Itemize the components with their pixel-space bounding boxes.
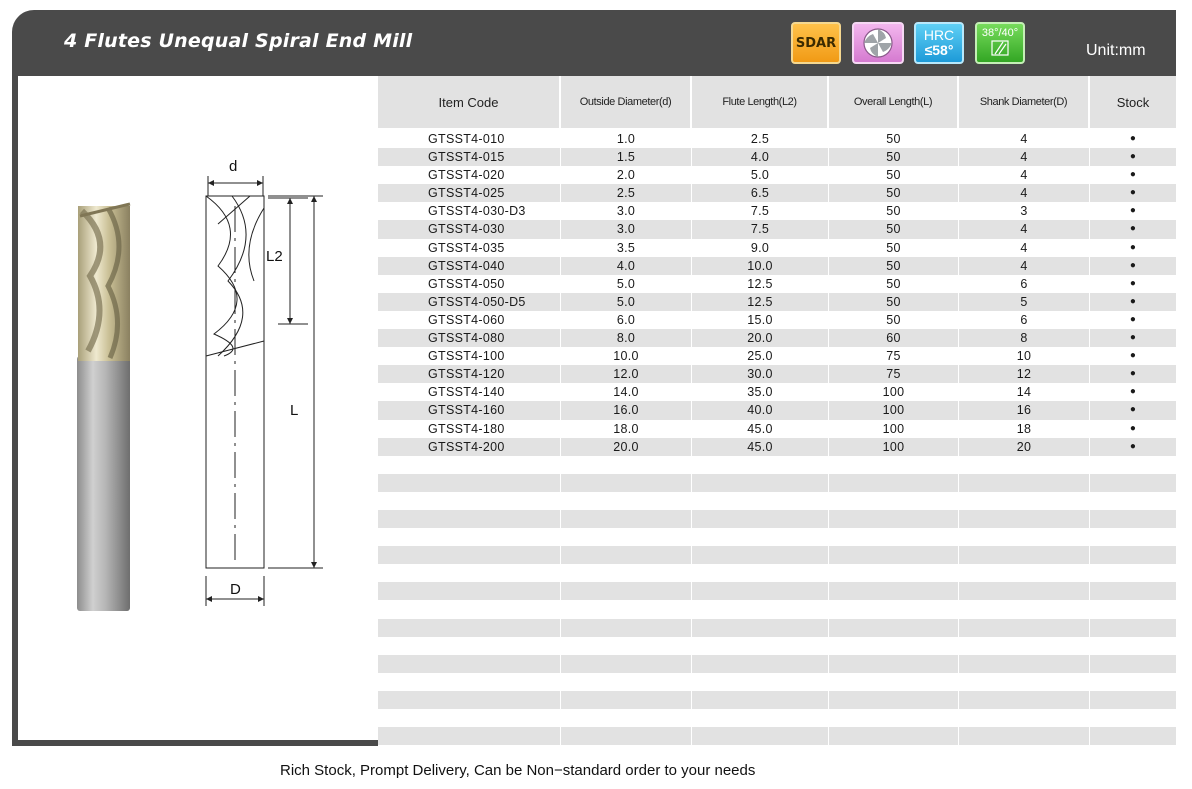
cell-shank-diameter: 4 bbox=[959, 184, 1090, 202]
header-flute-length: Flute Length(L2) bbox=[692, 76, 829, 128]
cell-overall-length: 50 bbox=[829, 130, 959, 148]
cell-overall-length: 75 bbox=[829, 365, 959, 383]
table-row bbox=[378, 637, 1176, 655]
cell-outside-diameter: 6.0 bbox=[561, 311, 692, 329]
cell-outside-diameter bbox=[561, 456, 692, 474]
cell-item-code: GTSST4-030 bbox=[378, 220, 561, 238]
cell-overall-length bbox=[829, 727, 959, 745]
cell-flute-length: 45.0 bbox=[692, 438, 829, 456]
cell-item-code bbox=[378, 528, 561, 546]
cell-flute-length: 20.0 bbox=[692, 329, 829, 347]
cell-shank-diameter: 4 bbox=[959, 257, 1090, 275]
cell-item-code: GTSST4-015 bbox=[378, 148, 561, 166]
cell-shank-diameter bbox=[959, 709, 1090, 727]
cell-stock bbox=[1090, 582, 1176, 600]
table-row bbox=[378, 311, 1176, 329]
cell-overall-length bbox=[829, 582, 959, 600]
cell-outside-diameter: 12.0 bbox=[561, 365, 692, 383]
cell-stock bbox=[1090, 619, 1176, 637]
table-row bbox=[378, 293, 1176, 311]
cell-item-code bbox=[378, 600, 561, 618]
table-row bbox=[378, 166, 1176, 184]
cell-overall-length: 50 bbox=[829, 148, 959, 166]
cell-flute-length: 9.0 bbox=[692, 239, 829, 257]
cell-outside-diameter: 2.5 bbox=[561, 184, 692, 202]
cell-stock: ● bbox=[1129, 277, 1137, 289]
cell-item-code: GTSST4-100 bbox=[378, 347, 561, 365]
cell-shank-diameter: 4 bbox=[959, 239, 1090, 257]
cell-shank-diameter bbox=[959, 546, 1090, 564]
cell-shank-diameter: 18 bbox=[959, 420, 1090, 438]
cell-stock: ● bbox=[1129, 205, 1137, 217]
table-row bbox=[378, 148, 1176, 166]
cell-overall-length: 50 bbox=[829, 293, 959, 311]
cell-outside-diameter bbox=[561, 600, 692, 618]
cell-overall-length: 50 bbox=[829, 275, 959, 293]
table-row bbox=[378, 510, 1176, 528]
footer-note: Rich Stock, Prompt Delivery, Can be Non−standard order to your needs bbox=[280, 762, 756, 779]
cell-shank-diameter: 14 bbox=[959, 383, 1090, 401]
cell-item-code: GTSST4-050-D5 bbox=[378, 293, 561, 311]
cell-overall-length: 100 bbox=[829, 438, 959, 456]
cell-overall-length: 100 bbox=[829, 401, 959, 419]
cell-flute-length: 30.0 bbox=[692, 365, 829, 383]
cell-shank-diameter bbox=[959, 492, 1090, 510]
table-row bbox=[378, 727, 1176, 745]
cell-flute-length bbox=[692, 582, 829, 600]
table-body bbox=[378, 130, 1176, 745]
cell-outside-diameter: 18.0 bbox=[561, 420, 692, 438]
cell-stock bbox=[1090, 691, 1176, 709]
cell-outside-diameter bbox=[561, 492, 692, 510]
cell-shank-diameter: 4 bbox=[959, 220, 1090, 238]
header-overall-length: Overall Length(L) bbox=[829, 76, 959, 128]
cell-flute-length bbox=[692, 528, 829, 546]
cell-flute-length bbox=[692, 546, 829, 564]
cell-overall-length bbox=[829, 528, 959, 546]
cell-flute-length bbox=[692, 655, 829, 673]
cell-flute-length bbox=[692, 564, 829, 582]
cell-overall-length: 50 bbox=[829, 257, 959, 275]
cell-stock bbox=[1090, 564, 1176, 582]
cell-flute-length bbox=[692, 637, 829, 655]
cell-flute-length bbox=[692, 691, 829, 709]
cell-overall-length: 50 bbox=[829, 239, 959, 257]
header-shank-diameter: Shank Diameter(D) bbox=[959, 76, 1090, 128]
cell-stock: ● bbox=[1129, 241, 1137, 253]
cell-flute-length: 35.0 bbox=[692, 383, 829, 401]
cell-outside-diameter: 3.5 bbox=[561, 239, 692, 257]
cell-outside-diameter: 3.0 bbox=[561, 202, 692, 220]
cell-flute-length: 15.0 bbox=[692, 311, 829, 329]
cell-shank-diameter bbox=[959, 474, 1090, 492]
cell-stock bbox=[1090, 492, 1176, 510]
cell-item-code bbox=[378, 546, 561, 564]
cell-overall-length: 50 bbox=[829, 202, 959, 220]
cell-overall-length: 50 bbox=[829, 166, 959, 184]
cell-item-code: GTSST4-050 bbox=[378, 275, 561, 293]
product-image-panel bbox=[18, 76, 378, 740]
cell-item-code: GTSST4-120 bbox=[378, 365, 561, 383]
cell-outside-diameter: 8.0 bbox=[561, 329, 692, 347]
cell-item-code: GTSST4-060 bbox=[378, 311, 561, 329]
cell-flute-length: 2.5 bbox=[692, 130, 829, 148]
cell-stock: ● bbox=[1129, 332, 1137, 344]
cell-item-code bbox=[378, 510, 561, 528]
cell-shank-diameter: 4 bbox=[959, 148, 1090, 166]
cell-stock: ● bbox=[1129, 404, 1137, 416]
cell-overall-length bbox=[829, 474, 959, 492]
table-row bbox=[378, 582, 1176, 600]
hrc-value: ≤58° bbox=[924, 42, 954, 58]
cell-outside-diameter: 10.0 bbox=[561, 347, 692, 365]
cell-stock bbox=[1090, 709, 1176, 727]
cell-flute-length: 10.0 bbox=[692, 257, 829, 275]
cell-shank-diameter bbox=[959, 691, 1090, 709]
cell-item-code bbox=[378, 691, 561, 709]
cell-overall-length: 100 bbox=[829, 420, 959, 438]
cell-item-code bbox=[378, 582, 561, 600]
cell-flute-length: 40.0 bbox=[692, 401, 829, 419]
cell-outside-diameter: 2.0 bbox=[561, 166, 692, 184]
dim-label-l2: L2 bbox=[266, 248, 283, 265]
cell-shank-diameter bbox=[959, 510, 1090, 528]
cell-shank-diameter: 6 bbox=[959, 275, 1090, 293]
cell-overall-length: 50 bbox=[829, 184, 959, 202]
cell-flute-length bbox=[692, 727, 829, 745]
cell-flute-length bbox=[692, 474, 829, 492]
cell-outside-diameter bbox=[561, 655, 692, 673]
dim-label-l: L bbox=[290, 402, 299, 419]
cell-item-code: GTSST4-025 bbox=[378, 184, 561, 202]
cell-item-code bbox=[378, 709, 561, 727]
cell-flute-length bbox=[692, 619, 829, 637]
cell-outside-diameter: 5.0 bbox=[561, 293, 692, 311]
cell-flute-length: 7.5 bbox=[692, 220, 829, 238]
cell-shank-diameter: 12 bbox=[959, 365, 1090, 383]
cell-overall-length: 50 bbox=[829, 220, 959, 238]
cell-item-code bbox=[378, 619, 561, 637]
table-row bbox=[378, 239, 1176, 257]
table-row bbox=[378, 347, 1176, 365]
table-row bbox=[378, 546, 1176, 564]
cell-overall-length bbox=[829, 564, 959, 582]
cell-stock bbox=[1090, 474, 1176, 492]
cell-item-code: GTSST4-020 bbox=[378, 166, 561, 184]
coating-badge bbox=[791, 22, 841, 64]
cell-flute-length: 12.5 bbox=[692, 275, 829, 293]
cell-item-code bbox=[378, 564, 561, 582]
cell-shank-diameter bbox=[959, 727, 1090, 745]
cell-shank-diameter bbox=[959, 673, 1090, 691]
coating-badge-label: SDAR bbox=[795, 35, 837, 51]
cell-outside-diameter: 1.5 bbox=[561, 148, 692, 166]
cell-flute-length bbox=[692, 456, 829, 474]
cell-outside-diameter bbox=[561, 637, 692, 655]
cell-item-code: GTSST4-200 bbox=[378, 438, 561, 456]
header-outside-diameter: Outside Diameter(d) bbox=[561, 76, 692, 128]
cell-flute-length bbox=[692, 492, 829, 510]
cell-outside-diameter bbox=[561, 673, 692, 691]
cell-item-code bbox=[378, 727, 561, 745]
cell-shank-diameter bbox=[959, 564, 1090, 582]
table-row bbox=[378, 564, 1176, 582]
table-row bbox=[378, 383, 1176, 401]
cell-item-code: GTSST4-010 bbox=[378, 130, 561, 148]
cell-overall-length: 75 bbox=[829, 347, 959, 365]
cell-overall-length bbox=[829, 655, 959, 673]
cell-outside-diameter bbox=[561, 619, 692, 637]
cell-shank-diameter: 3 bbox=[959, 202, 1090, 220]
cell-overall-length bbox=[829, 673, 959, 691]
cell-stock: ● bbox=[1129, 440, 1137, 452]
cell-outside-diameter bbox=[561, 474, 692, 492]
cell-flute-length: 5.0 bbox=[692, 166, 829, 184]
cell-shank-diameter bbox=[959, 655, 1090, 673]
cell-flute-length: 7.5 bbox=[692, 202, 829, 220]
table-row bbox=[378, 184, 1176, 202]
cell-outside-diameter: 3.0 bbox=[561, 220, 692, 238]
cell-flute-length bbox=[692, 600, 829, 618]
cell-overall-length bbox=[829, 456, 959, 474]
cell-stock bbox=[1090, 546, 1176, 564]
cell-item-code: GTSST4-160 bbox=[378, 401, 561, 419]
cell-stock: ● bbox=[1129, 133, 1137, 144]
cell-stock: ● bbox=[1129, 295, 1137, 307]
cell-outside-diameter bbox=[561, 691, 692, 709]
table-row bbox=[378, 130, 1176, 148]
cell-overall-length: 50 bbox=[829, 311, 959, 329]
cell-shank-diameter bbox=[959, 619, 1090, 637]
cell-stock: ● bbox=[1129, 386, 1137, 398]
table-row bbox=[378, 220, 1176, 238]
spec-table bbox=[378, 76, 1176, 746]
cell-overall-length bbox=[829, 600, 959, 618]
cell-shank-diameter: 4 bbox=[959, 130, 1090, 148]
cell-stock bbox=[1090, 456, 1176, 474]
cell-overall-length: 100 bbox=[829, 383, 959, 401]
cell-stock: ● bbox=[1129, 259, 1137, 271]
table-row bbox=[378, 492, 1176, 510]
cell-item-code bbox=[378, 637, 561, 655]
hrc-badge bbox=[914, 22, 964, 64]
cell-item-code: GTSST4-080 bbox=[378, 329, 561, 347]
cell-item-code: GTSST4-030-D3 bbox=[378, 202, 561, 220]
table-row bbox=[378, 474, 1176, 492]
unit-label: Unit:mm bbox=[1086, 42, 1146, 59]
table-row bbox=[378, 619, 1176, 637]
cell-flute-length: 12.5 bbox=[692, 293, 829, 311]
cell-stock: ● bbox=[1129, 422, 1137, 434]
table-row bbox=[378, 329, 1176, 347]
dim-label-D: D bbox=[230, 581, 241, 598]
page-title: 4 Flutes Unequal Spiral End Mill bbox=[64, 30, 413, 52]
cell-stock bbox=[1090, 727, 1176, 745]
cell-shank-diameter bbox=[959, 637, 1090, 655]
cell-shank-diameter: 6 bbox=[959, 311, 1090, 329]
cell-flute-length bbox=[692, 673, 829, 691]
cell-shank-diameter bbox=[959, 456, 1090, 474]
cell-overall-length bbox=[829, 637, 959, 655]
table-row bbox=[378, 202, 1176, 220]
table-row bbox=[378, 420, 1176, 438]
cell-outside-diameter bbox=[561, 510, 692, 528]
cell-outside-diameter bbox=[561, 528, 692, 546]
table-row bbox=[378, 365, 1176, 383]
cell-stock bbox=[1090, 637, 1176, 655]
cell-stock: ● bbox=[1129, 368, 1137, 380]
table-row bbox=[378, 673, 1176, 691]
cell-outside-diameter bbox=[561, 709, 692, 727]
cell-flute-length: 4.0 bbox=[692, 148, 829, 166]
cell-overall-length bbox=[829, 709, 959, 727]
cell-item-code: GTSST4-040 bbox=[378, 257, 561, 275]
cell-outside-diameter: 4.0 bbox=[561, 257, 692, 275]
cell-outside-diameter: 20.0 bbox=[561, 438, 692, 456]
cell-flute-length bbox=[692, 510, 829, 528]
table-header bbox=[378, 76, 1176, 128]
cell-stock: ● bbox=[1129, 151, 1137, 163]
table-row bbox=[378, 275, 1176, 293]
cell-stock: ● bbox=[1129, 313, 1137, 325]
cell-item-code bbox=[378, 456, 561, 474]
cell-outside-diameter bbox=[561, 564, 692, 582]
four-flute-icon bbox=[852, 22, 904, 64]
cell-stock: ● bbox=[1129, 223, 1137, 235]
table-row bbox=[378, 257, 1176, 275]
cell-shank-diameter: 16 bbox=[959, 401, 1090, 419]
cell-item-code bbox=[378, 492, 561, 510]
cell-item-code bbox=[378, 474, 561, 492]
cell-shank-diameter bbox=[959, 582, 1090, 600]
table-row bbox=[378, 600, 1176, 618]
cell-stock: ● bbox=[1129, 350, 1137, 362]
cell-stock bbox=[1090, 655, 1176, 673]
header-stock: Stock bbox=[1116, 94, 1150, 110]
cell-overall-length bbox=[829, 492, 959, 510]
table-row bbox=[378, 456, 1176, 474]
cell-outside-diameter: 5.0 bbox=[561, 275, 692, 293]
cell-outside-diameter: 16.0 bbox=[561, 401, 692, 419]
helix-icon bbox=[991, 40, 1009, 56]
cell-stock bbox=[1090, 510, 1176, 528]
cell-shank-diameter: 10 bbox=[959, 347, 1090, 365]
cell-outside-diameter: 14.0 bbox=[561, 383, 692, 401]
table-row bbox=[378, 401, 1176, 419]
cell-overall-length: 60 bbox=[829, 329, 959, 347]
cell-outside-diameter bbox=[561, 546, 692, 564]
cell-overall-length bbox=[829, 510, 959, 528]
cell-flute-length: 6.5 bbox=[692, 184, 829, 202]
helix-angle-badge bbox=[975, 22, 1025, 64]
cell-stock bbox=[1090, 600, 1176, 618]
cell-flute-length: 25.0 bbox=[692, 347, 829, 365]
table-row bbox=[378, 438, 1176, 456]
cell-shank-diameter bbox=[959, 528, 1090, 546]
dim-label-d: d bbox=[229, 158, 238, 175]
cell-item-code bbox=[378, 655, 561, 673]
cell-item-code: GTSST4-180 bbox=[378, 420, 561, 438]
cell-flute-length: 45.0 bbox=[692, 420, 829, 438]
cell-stock bbox=[1090, 528, 1176, 546]
cell-shank-diameter: 20 bbox=[959, 438, 1090, 456]
cell-stock bbox=[1090, 673, 1176, 691]
cell-stock: ● bbox=[1129, 187, 1137, 199]
cell-shank-diameter bbox=[959, 600, 1090, 618]
cell-overall-length bbox=[829, 546, 959, 564]
table-row bbox=[378, 709, 1176, 727]
cell-shank-diameter: 4 bbox=[959, 166, 1090, 184]
cell-overall-length bbox=[829, 691, 959, 709]
table-row bbox=[378, 655, 1176, 673]
cell-outside-diameter: 1.0 bbox=[561, 130, 692, 148]
cell-outside-diameter bbox=[561, 582, 692, 600]
cell-flute-length bbox=[692, 709, 829, 727]
cell-item-code: GTSST4-140 bbox=[378, 383, 561, 401]
table-row bbox=[378, 691, 1176, 709]
cell-item-code: GTSST4-035 bbox=[378, 239, 561, 257]
hrc-label: HRC bbox=[923, 27, 955, 43]
helix-angle-label: 38°/40° bbox=[981, 26, 1019, 39]
end-mill-illustration bbox=[18, 76, 378, 740]
cell-outside-diameter bbox=[561, 727, 692, 745]
cell-stock: ● bbox=[1129, 169, 1137, 181]
cell-overall-length bbox=[829, 619, 959, 637]
header-item-code: Item Code bbox=[378, 76, 561, 128]
cell-item-code bbox=[378, 673, 561, 691]
cell-shank-diameter: 5 bbox=[959, 293, 1090, 311]
table-row bbox=[378, 528, 1176, 546]
cell-shank-diameter: 8 bbox=[959, 329, 1090, 347]
